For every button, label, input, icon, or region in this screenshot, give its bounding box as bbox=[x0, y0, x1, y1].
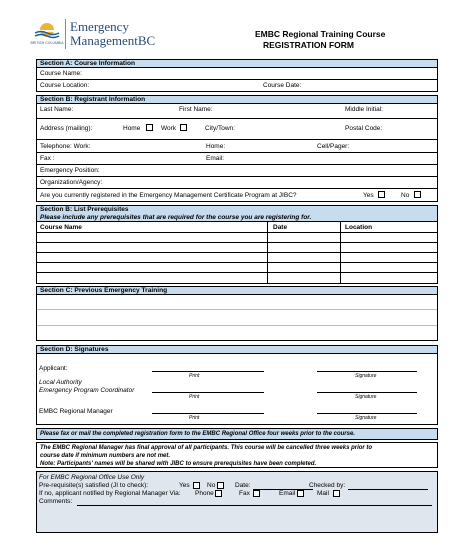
tel-work-input[interactable] bbox=[99, 141, 199, 151]
comments-line[interactable] bbox=[77, 505, 432, 506]
regional-print-line[interactable] bbox=[152, 413, 264, 414]
last-name-input[interactable] bbox=[77, 105, 175, 117]
jibc-question-row: Are you currently registered in the Emergency Management Certificate Program at JIBC? Yes No bbox=[36, 189, 438, 202]
telephone-row: Telephone: Work: Home: Cell/Pager: bbox=[36, 140, 438, 153]
cell-input[interactable] bbox=[357, 141, 434, 151]
signatures-area: Applicant: Print Signature Local Authority Emergency Program Coordinator Print Signature EMBC Regional Manager Print Signature bbox=[36, 354, 438, 425]
col-date: Date bbox=[273, 224, 288, 231]
position-row: Emergency Position: bbox=[36, 165, 438, 177]
section-d-header: Section D: Signatures bbox=[36, 345, 438, 354]
city-input[interactable] bbox=[242, 121, 340, 136]
organization-input[interactable] bbox=[117, 178, 434, 187]
email-input[interactable] bbox=[229, 154, 434, 163]
address-row: Address (mailing): Home Work City/Town: Postal Code: bbox=[36, 119, 438, 140]
organization-row: Organization/Agency: bbox=[36, 177, 438, 189]
section-a-header: Section A: Course Information bbox=[36, 59, 438, 68]
course-location-input[interactable] bbox=[97, 81, 257, 90]
office-use-box: For EMBC Regional Office Use Only Pre-requisite(s) satisfied (JI to check): Yes No Date: Checked by: If no, applicant notified by Regional Manager Via: Phone Fax Email Mail Comments: bbox=[36, 471, 438, 533]
bc-sun-emblem-icon bbox=[30, 17, 64, 51]
tel-home-input[interactable] bbox=[229, 141, 311, 151]
previous-training-area[interactable] bbox=[36, 295, 438, 341]
notify-phone-checkbox[interactable] bbox=[215, 490, 222, 497]
notify-fax-checkbox[interactable] bbox=[253, 490, 260, 497]
prereq-header: Section B: List Prerequisites Please include any prerequisites that are required for the course you are registering for. bbox=[36, 205, 438, 222]
name-row: Last Name: First Name: Middle Initial: bbox=[36, 104, 438, 119]
approval-note-box: The EMBC Regional Manager has final approval of all participants. This course will be cancelled three weeks prior to course date if minimum numbers are not met. Note: Participants' names will be shared with JIBC to ensure prerequisites have been completed. bbox=[36, 442, 438, 468]
notify-mail-checkbox[interactable] bbox=[333, 490, 340, 497]
office-prereq-no-checkbox[interactable] bbox=[217, 482, 224, 489]
office-prereq-yes-checkbox[interactable] bbox=[193, 482, 200, 489]
applicant-print-line[interactable] bbox=[152, 371, 264, 372]
postal-code-input[interactable] bbox=[389, 121, 434, 136]
prereq-table bbox=[36, 222, 438, 284]
fax-note-box: Please fax or mail the completed registration form to the EMBC Regional Office four weeks prior to the course. bbox=[36, 428, 438, 440]
course-name-row: Course Name: bbox=[36, 68, 438, 80]
first-name-input[interactable] bbox=[217, 105, 342, 117]
logo bbox=[30, 17, 180, 53]
notify-email-checkbox[interactable] bbox=[297, 490, 304, 497]
course-location-row: Course Location: Course Date: bbox=[36, 80, 438, 92]
course-name-input[interactable] bbox=[97, 69, 432, 78]
svg-text:BRITISH COLUMBIA: BRITISH COLUMBIA bbox=[30, 41, 64, 45]
middle-initial-input[interactable] bbox=[392, 105, 434, 117]
address-work-checkbox[interactable] bbox=[180, 124, 187, 131]
coordinator-print-line[interactable] bbox=[152, 392, 264, 393]
section-b-header: Section B: Registrant Information bbox=[36, 95, 438, 104]
emergency-position-input[interactable] bbox=[112, 166, 434, 175]
fax-input[interactable] bbox=[59, 154, 199, 163]
col-course-name: Course Name bbox=[40, 224, 82, 231]
section-c-header: Section C: Previous Emergency Training bbox=[36, 286, 438, 295]
form-subtitle: REGISTRATION FORM bbox=[263, 40, 354, 50]
jibc-no-checkbox[interactable] bbox=[414, 191, 421, 198]
form-title: EMBC Regional Training Course bbox=[255, 29, 386, 39]
fax-email-row: Fax : Email: bbox=[36, 153, 438, 165]
col-location: Location bbox=[345, 224, 373, 231]
logo-text-2: ManagementBC bbox=[70, 33, 156, 48]
logo-text-1: Emergency bbox=[70, 19, 129, 34]
address-home-checkbox[interactable] bbox=[146, 124, 153, 131]
office-checked-by-line[interactable] bbox=[348, 489, 428, 490]
course-date-input[interactable] bbox=[307, 81, 432, 90]
jibc-yes-checkbox[interactable] bbox=[378, 191, 385, 198]
